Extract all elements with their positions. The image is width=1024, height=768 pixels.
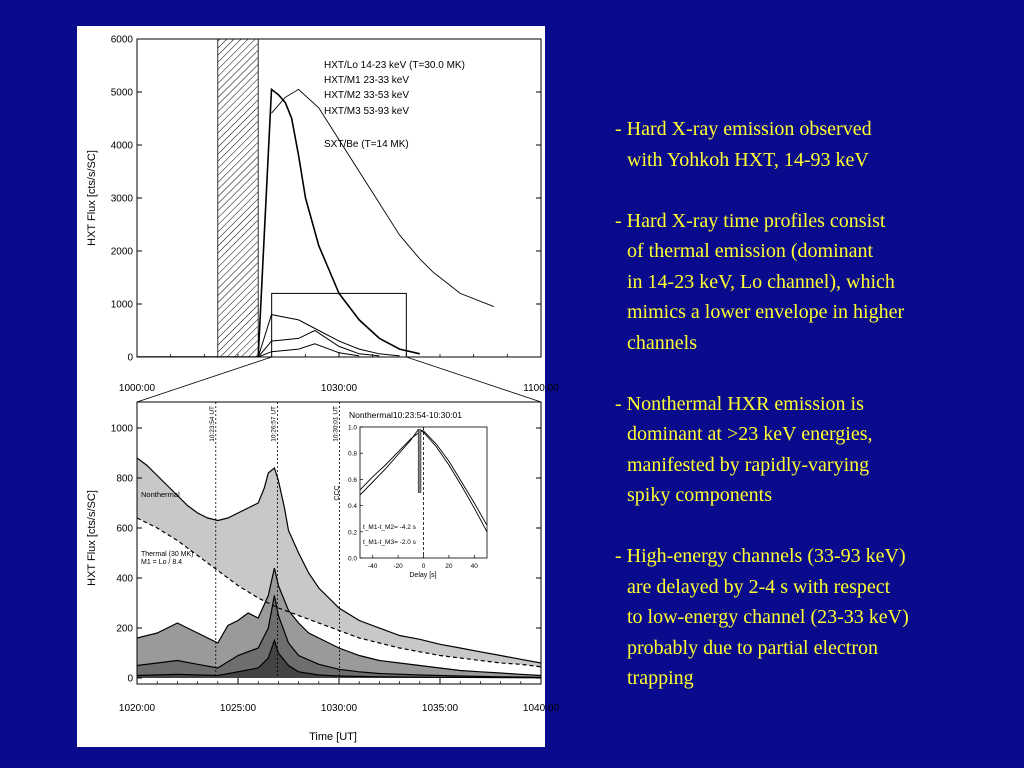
- inset-ylabel: CCC: [334, 485, 341, 501]
- bullet-hxt-observation: [615, 114, 1015, 175]
- top-ytick-label: 4000: [110, 140, 133, 152]
- bullet-line: of thermal emission (dominant: [627, 240, 874, 262]
- vertical-marker-label: 10:26:57 UT: [270, 406, 278, 442]
- inset-xtick-label: 20: [445, 563, 453, 570]
- inset-chart: [334, 410, 493, 579]
- bullet-list: [615, 114, 1015, 724]
- bottom-ytick-label: 0: [127, 673, 133, 685]
- top-legend-entry: HXT/M3 53-93 keV: [324, 106, 410, 117]
- top-series-line-0: [137, 89, 420, 357]
- bullet-nonthermal: [615, 389, 1015, 511]
- inset-title: Nonthermal10:23:54-10:30:01: [349, 410, 462, 420]
- top-ytick-label: 3000: [110, 193, 133, 205]
- bottom-xtick-label: 1040:00: [522, 703, 560, 714]
- annotation-m1-ratio: M1 = Lo / 8.4: [141, 559, 183, 566]
- top-xtick-label: 1000:00: [118, 383, 156, 394]
- bottom-ytick-label: 200: [116, 623, 133, 635]
- shaded-interval: [218, 39, 258, 357]
- inset-xlabel: Delay [s]: [409, 572, 437, 579]
- zoom-connector-right: [406, 357, 541, 402]
- top-legend-entry: HXT/M1 23-33 keV: [324, 75, 410, 86]
- top-legend-entry: HXT/Lo 14-23 keV (T=30.0 MK): [324, 60, 465, 71]
- annotation-thermal: Thermal (30 MK): [141, 551, 194, 558]
- top-ylabel: HXT Flux [cts/s/SC]: [86, 150, 98, 246]
- inset-xtick-label: 0: [421, 563, 426, 570]
- bullet-line: to low-energy channel (23-33 keV): [627, 606, 909, 628]
- inset-ytick-label: 0.8: [347, 450, 357, 458]
- bottom-xtick-label: 1035:00: [421, 703, 459, 714]
- top-ytick-label: 5000: [110, 87, 133, 99]
- top-ytick-label: 2000: [110, 246, 133, 258]
- top-xtick-label: 1030:00: [320, 383, 358, 394]
- inset-ytick-label: 0.0: [347, 555, 357, 563]
- bullet-line: in 14-23 keV, Lo channel), which: [627, 270, 895, 293]
- bullet-line: probably due to partial electron: [627, 636, 879, 659]
- bottom-ytick-label: 600: [116, 523, 133, 535]
- bullet-line: - High-energy channels (33-93 keV): [615, 545, 906, 567]
- bullet-line: spiky components: [627, 484, 772, 506]
- top-ytick-label: 6000: [110, 34, 133, 46]
- bullet-line: - Hard X-ray emission observed: [615, 118, 872, 140]
- top-xtick-label: 1100:00: [523, 383, 559, 394]
- bullet-line: mimics a lower envelope in higher: [627, 301, 905, 323]
- top-ytick-label: 1000: [110, 299, 133, 311]
- inset-xtick-label: 40: [470, 563, 478, 570]
- inset-ytick-label: 1.0: [347, 424, 357, 432]
- inset-bg: [341, 410, 493, 578]
- top-legend-entry: HXT/M2 33-53 keV: [324, 90, 410, 101]
- bullet-time-profiles: [615, 206, 1015, 359]
- inset-ytick-label: 0.4: [347, 503, 357, 511]
- inset-xtick-label: -40: [367, 563, 378, 570]
- bottom-ytick-label: 800: [116, 473, 133, 485]
- top-legend-entry: SXT/Be (T=14 MK): [324, 139, 409, 150]
- bullet-line: dominant at >23 keV energies,: [627, 423, 873, 445]
- top-ytick-label: 0: [127, 352, 133, 364]
- top-chart: [86, 35, 559, 395]
- vertical-marker-label: 10:23:54 UT: [208, 406, 216, 442]
- bullet-line: - Nonthermal HXR emission is: [615, 392, 864, 415]
- bottom-xtick-label: 1030:00: [320, 703, 358, 714]
- inset-ytick-label: 0.6: [347, 476, 357, 484]
- bullet-line: manifested by rapidly-varying: [627, 453, 870, 476]
- bullet-line: channels: [627, 331, 697, 354]
- bottom-xtick-label: 1025:00: [219, 703, 257, 714]
- top-frame: [137, 39, 541, 357]
- inset-annotation-m1-m3: t_M1-t_M3= -2.0 s: [363, 539, 416, 546]
- bullet-line: - Hard X-ray time profiles consist: [615, 209, 886, 232]
- bottom-ylabel: HXT Flux [cts/s/SC]: [86, 490, 98, 586]
- figure-svg: [77, 26, 560, 747]
- bottom-xtick-label: 1020:00: [118, 703, 156, 714]
- bullet-line: trapping: [627, 667, 694, 689]
- inset-xtick-label: -20: [393, 563, 403, 570]
- zoom-box: [272, 293, 407, 357]
- figure-panel: [77, 26, 560, 747]
- inset-ytick-label: 0.2: [347, 529, 357, 537]
- inset-delay-bar: [418, 430, 421, 493]
- annotation-nonthermal: Nonthermal: [141, 490, 180, 499]
- vertical-marker-label: 10:30:01 UT: [332, 406, 340, 442]
- bullet-line: with Yohkoh HXT, 14-93 keV: [627, 148, 869, 171]
- bottom-ytick-label: 400: [116, 573, 133, 585]
- zoom-connector-left: [137, 357, 272, 402]
- bottom-xlabel: Time [UT]: [309, 731, 357, 743]
- bottom-ytick-label: 1000: [110, 423, 133, 435]
- bullet-line: are delayed by 2-4 s with respect: [627, 575, 891, 598]
- bullet-delays: [615, 541, 1015, 694]
- inset-annotation-m1-m2: t_M1-t_M2= -4.2 s: [363, 524, 416, 531]
